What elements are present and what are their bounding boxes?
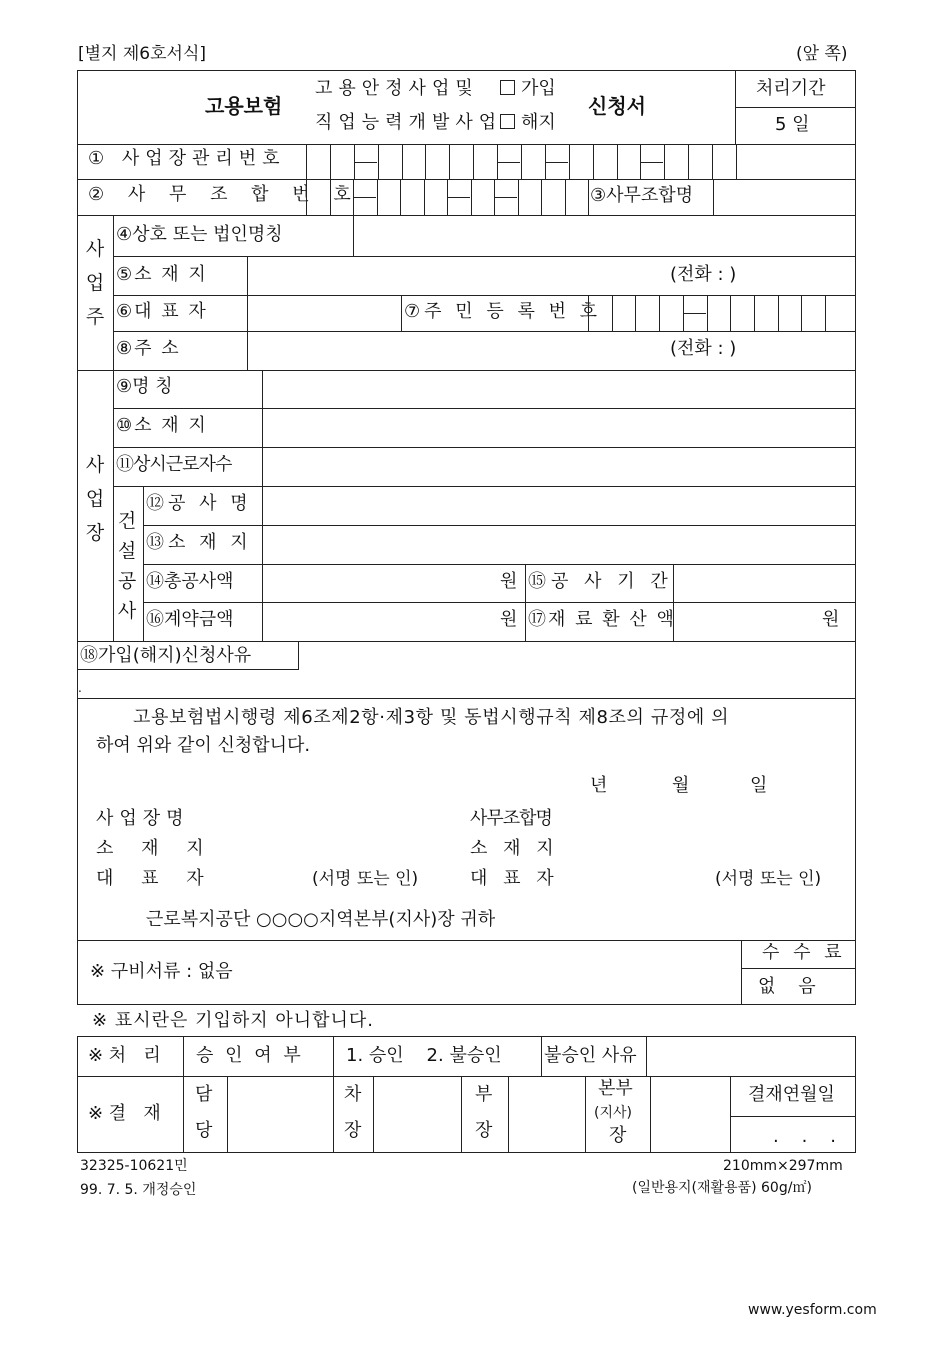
approval-c4c: 장 [609, 1125, 627, 1146]
label-wp-location: ⑩소 재 지 [116, 415, 208, 436]
page-side-label: (앞 쪽) [796, 44, 848, 64]
grid-line [588, 179, 589, 215]
approval-c2b: 장 [344, 1120, 362, 1141]
grid-line [617, 144, 618, 179]
project-location-field[interactable] [263, 526, 854, 563]
footer-code: 32325-10621민 [80, 1158, 188, 1174]
label-employer-location: ⑤소 재 지 [116, 264, 208, 285]
grid-line [712, 144, 713, 179]
cancel-checkbox[interactable]: 해지 [500, 114, 556, 132]
approval-c2a: 차 [344, 1084, 362, 1105]
separator-dash [354, 197, 376, 198]
union-name-field[interactable] [714, 180, 855, 214]
separator-dash [546, 162, 568, 163]
approval-date-label: 결재연월일 [748, 1084, 835, 1105]
grid-line [377, 179, 378, 215]
grid-line [521, 144, 522, 179]
label-contract-amount: ⑯계약금액 [146, 609, 234, 630]
approval-c4a: 본부 [598, 1078, 633, 1099]
date-month: 월 [672, 775, 690, 796]
title-line2: 직업능력개발사업 [315, 112, 503, 133]
label-address: ⑧주 소 [116, 338, 181, 359]
grid-line [306, 144, 307, 179]
rejection-reason-field[interactable] [647, 1037, 854, 1075]
right-representative: 대 표 자 [470, 868, 559, 889]
grid-line [588, 295, 589, 331]
group-workplace: 사업장 [85, 454, 105, 544]
approval-date-value: . . . [773, 1126, 836, 1147]
label-representative: ⑥대 표 자 [116, 301, 208, 322]
grid-line [402, 144, 403, 179]
footer-paper: (일반용지(재활용품) 60g/㎡) [632, 1180, 812, 1196]
date-day: 일 [750, 775, 768, 796]
grid-line [569, 144, 570, 179]
grid-line [593, 144, 594, 179]
grid-line [659, 295, 660, 331]
grid-line [612, 295, 613, 331]
grid-line [424, 179, 425, 215]
grid-line [664, 144, 665, 179]
processing-period-label: 처리기간 [756, 78, 826, 99]
reason-dot: . [78, 681, 82, 695]
label-reason: ⑱가입(해지)신청사유 [80, 645, 252, 666]
project-name-field[interactable] [263, 487, 854, 524]
addressee: 근로복지공단 ○○○○지역본부(지사)장 귀하 [146, 909, 496, 930]
form-number: [별지 제6호서식] [78, 44, 207, 64]
grid-line [518, 179, 519, 215]
group-construction: 건설공사 [117, 510, 137, 622]
trade-name-field[interactable] [354, 216, 854, 255]
wp-location-field[interactable] [263, 409, 854, 446]
declaration-line1: 고용보험법시행령 제6조제2항·제3항 및 동법시행규칙 제8조의 규정에 의 [133, 707, 730, 728]
union-no-field[interactable] [306, 179, 588, 215]
regular-workers-field[interactable] [263, 448, 854, 485]
grid-line [565, 179, 566, 215]
join-checkbox[interactable]: 가입 [500, 80, 556, 98]
label-project-period: ⑮공 사 기 간 [528, 571, 673, 592]
address-field[interactable] [248, 332, 854, 369]
employer-phone-1: (전화 : ) [670, 264, 737, 285]
grid-line [400, 179, 401, 215]
left-location: 소 재 지 [96, 838, 215, 859]
left-workplace-name: 사업장명 [96, 808, 190, 829]
label-trade-name: ④상호 또는 법인명칭 [116, 224, 283, 245]
approval-sign-1[interactable] [228, 1077, 332, 1152]
grid-line [471, 179, 472, 215]
won-unit-2: 원 [500, 609, 518, 630]
separator-dash [495, 197, 517, 198]
separator-dash [355, 162, 377, 163]
total-cost-field[interactable] [263, 565, 524, 601]
grid-line [688, 144, 689, 179]
footer-approved: 99. 7. 5. 개정승인 [80, 1182, 197, 1198]
separator-dash [448, 197, 470, 198]
group-employer: 사업주 [85, 238, 105, 328]
grid-line [778, 295, 779, 331]
grid-line [378, 144, 379, 179]
grid-line [635, 295, 636, 331]
title-line1: 고용안정사업및 [315, 78, 479, 99]
won-unit-3: 원 [822, 609, 840, 630]
resident-no-field[interactable] [588, 295, 825, 331]
checkbox-icon [500, 80, 515, 95]
separator-dash [684, 313, 706, 314]
grid-line [730, 295, 731, 331]
workplace-mgmt-no-field[interactable] [306, 144, 736, 179]
footer-site: www.yesform.com [748, 1302, 877, 1318]
rejection-reason-label: 불승인 사유 [544, 1045, 637, 1066]
label-regular-workers: ⑪상시근로자수 [116, 454, 232, 475]
label-union-name: ③사무조합명 [590, 185, 694, 206]
employer-location-field[interactable] [248, 257, 854, 294]
right-location: 소 재 지 [470, 838, 559, 859]
grid-line [754, 295, 755, 331]
attachments-label: ※ 구비서류 : 없음 [90, 961, 233, 982]
label-material-value: ⑰재 료 환 산 액 [528, 609, 676, 630]
employer-phone-2: (전화 : ) [670, 338, 737, 359]
approval-options: 1. 승인 2. 불승인 [346, 1045, 502, 1066]
fee-value: 없 음 [758, 976, 816, 997]
grid-line [306, 179, 307, 215]
label-project-location: ⑬소 재 지 [146, 532, 252, 553]
date-year: 년 [590, 775, 608, 796]
approval-status-label: 승 인 여 부 [196, 1045, 304, 1066]
left-representative: 대 표 자 [96, 868, 215, 889]
checkbox-icon [500, 114, 515, 129]
won-unit-1: 원 [500, 571, 518, 592]
approval-sign-3[interactable] [509, 1077, 584, 1152]
grid-line [473, 144, 474, 179]
title-insurance: 고용보험 [205, 94, 283, 118]
right-union-name: 사무조합명 [470, 808, 552, 829]
grid-line [425, 144, 426, 179]
grid-line [449, 144, 450, 179]
approval-c3b: 장 [475, 1120, 493, 1141]
project-period-field[interactable] [674, 565, 854, 601]
separator-dash [498, 162, 520, 163]
grid-line [736, 144, 737, 179]
notice: ※ 표시란은 기입하지 아니합니다. [92, 1010, 375, 1031]
separator-dash [641, 162, 663, 163]
approval-sign-4[interactable] [651, 1077, 729, 1152]
grid-line [825, 295, 826, 331]
wp-name-field[interactable] [263, 371, 854, 407]
title-suffix: 신청서 [588, 94, 646, 118]
approval-c4b: (지사) [594, 1105, 632, 1121]
fee-label: 수 수 료 [762, 942, 846, 963]
label-project-name: ⑫공 사 명 [146, 493, 252, 514]
label-wp-name: ⑨명 칭 [116, 376, 173, 397]
label-workplace-mgmt-no: ① 사업장관리번호 [88, 148, 286, 169]
grid-line [541, 179, 542, 215]
label-union-no: ② 사 무 조 합 번 호 [88, 184, 360, 205]
contract-amount-field[interactable] [263, 603, 524, 640]
approval-c1b: 당 [195, 1120, 213, 1141]
grid-line [707, 295, 708, 331]
label-resident-no: ⑦주 민 등 록 번 호 [404, 301, 602, 322]
footer-size: 210mm×297mm [723, 1158, 843, 1174]
right-sign: (서명 또는 인) [715, 869, 822, 889]
approval-c3a: 부 [475, 1084, 493, 1105]
reason-field[interactable] [78, 671, 854, 697]
grid-line [330, 144, 331, 179]
declaration-line2: 하여 위와 같이 신청합니다. [96, 735, 311, 756]
grid-line [801, 295, 802, 331]
approval-c1a: 담 [195, 1084, 213, 1105]
grid-line [330, 179, 331, 215]
approval-line-label: ※ 결 재 [88, 1103, 161, 1124]
processing-period-value: 5 일 [775, 114, 810, 135]
label-total-cost: ⑭총공사액 [146, 571, 234, 592]
approval-sign-2[interactable] [374, 1077, 460, 1152]
left-sign: (서명 또는 인) [312, 869, 419, 889]
processing-label: ※ 처 리 [88, 1045, 161, 1066]
